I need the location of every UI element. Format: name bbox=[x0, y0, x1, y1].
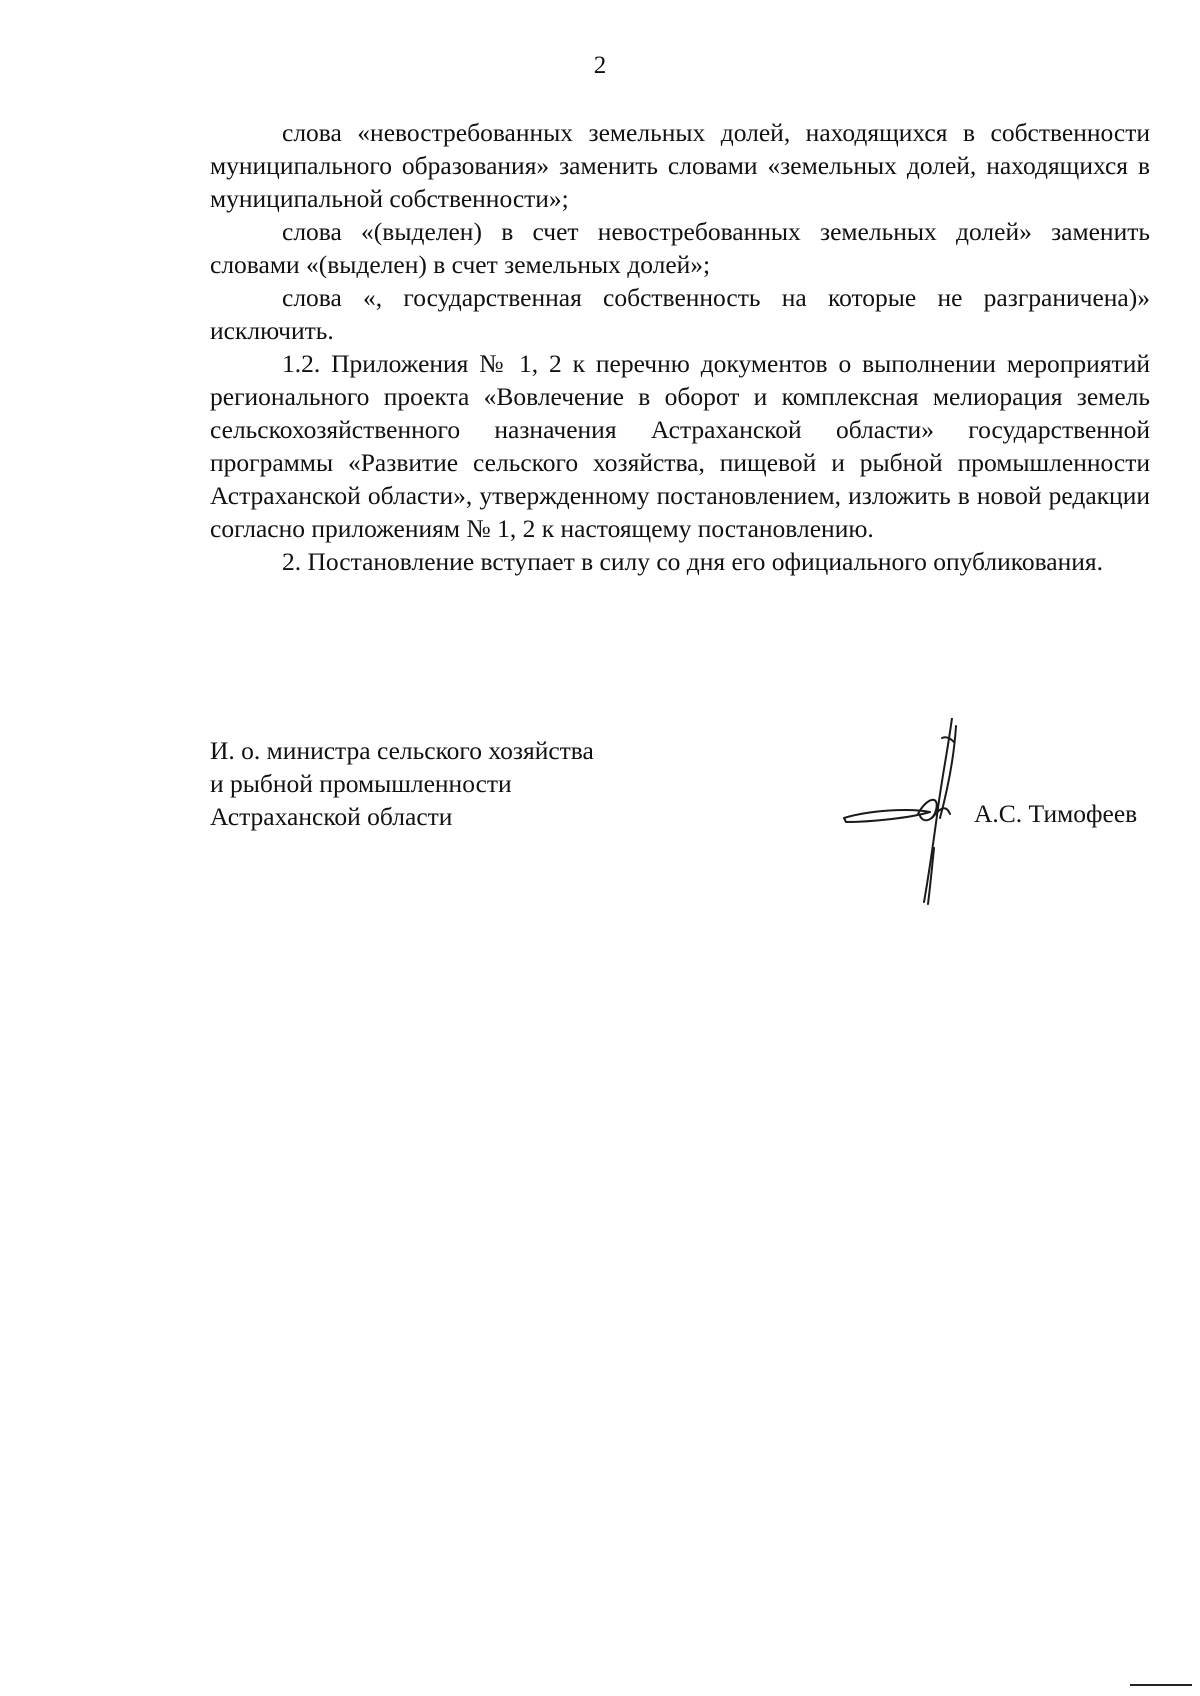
document-body bbox=[210, 116, 1150, 578]
page-number: 2 bbox=[593, 52, 607, 79]
paragraph-4: 1.2. Приложения № 1, 2 к перечню документов о выполнении мероприятий регионального проекта «Вовлечение в оборот и комплексная мелиорация земель сельскохозяйственного назначения Астраханской области» государственной программы «Развитие сельского хозяйства, пищевой и рыбной промышленности Астраханской области», утвержденному постановлением, изложить в новой редакции согласно приложениям № 1, 2 к настоящему постановлению. bbox=[210, 349, 1150, 543]
signatory-title-line-3: Астраханской области bbox=[210, 802, 453, 831]
signatory-name: А.С. Тимофеев bbox=[974, 799, 1138, 828]
signatory-title bbox=[210, 734, 594, 833]
paragraph-3: слова «, государственная собственность на которые не разграничена)» исключить. bbox=[210, 283, 1150, 345]
footer-rule bbox=[1130, 1684, 1192, 1686]
paragraph-5: 2. Постановление вступает в силу со дня его официального опубликования. bbox=[282, 547, 1103, 576]
signatory-title-line-2: и рыбной промышленности bbox=[210, 769, 512, 798]
paragraph-2: слова «(выделен) в счет невостребованных земельных долей» заменить словами «(выделен) в счет земельных долей»; bbox=[210, 217, 1150, 279]
paragraph-1: слова «невостребованных земельных долей, находящихся в собственности муниципального образования» заменить словами «земельных долей, находящихся в муниципальной собственности»; bbox=[210, 118, 1150, 213]
signatory-title-line-1: И. о. министра сельского хозяйства bbox=[210, 736, 594, 765]
